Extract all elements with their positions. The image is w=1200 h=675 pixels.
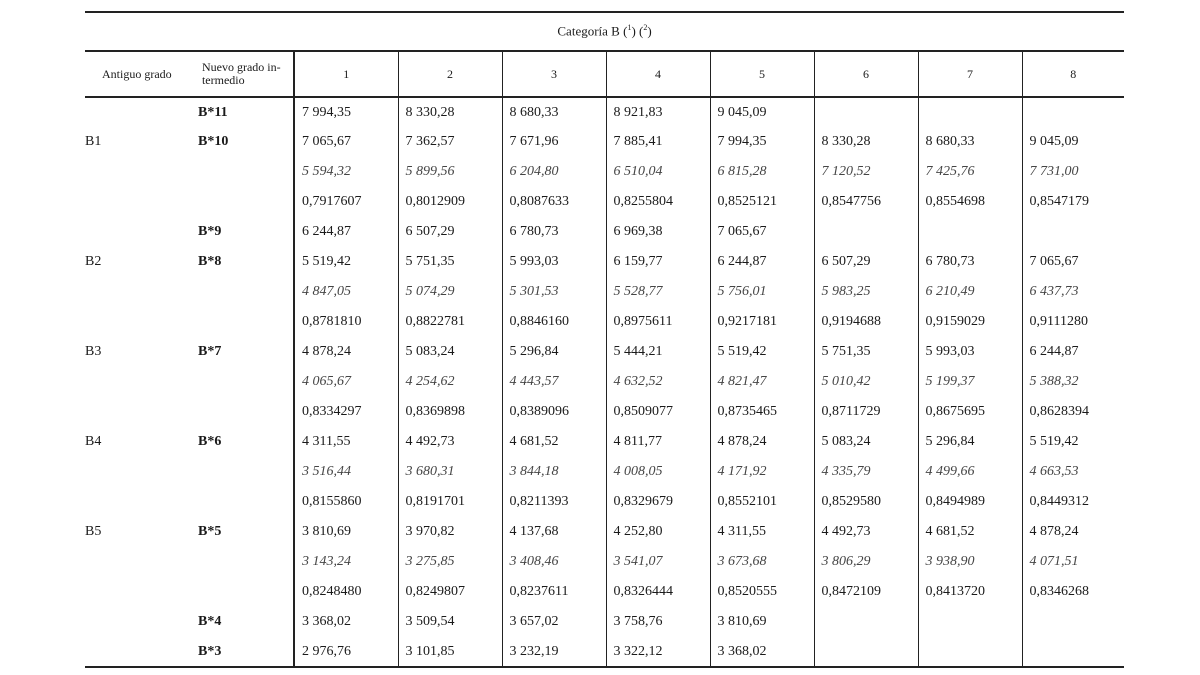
value-cell: 0,8329679 [606, 487, 710, 517]
value-cell: 3 408,46 [502, 547, 606, 577]
value-cell: 3 101,85 [398, 637, 502, 667]
value-cell: 7 731,00 [1022, 157, 1124, 187]
value-cell: 0,8552101 [710, 487, 814, 517]
value-cell: 4 137,68 [502, 517, 606, 547]
value-cell: 0,8822781 [398, 307, 502, 337]
value-cell: 9 045,09 [1022, 127, 1124, 157]
value-cell: 6 510,04 [606, 157, 710, 187]
header-new-grade: Nuevo grado in-termedio [201, 60, 281, 87]
value-cell: 8 921,83 [606, 97, 710, 127]
value-cell [814, 607, 918, 637]
value-cell: 0,8012909 [398, 187, 502, 217]
value-cell: 8 330,28 [398, 97, 502, 127]
header-step-4: 4 [606, 51, 710, 97]
value-cell: 0,8249807 [398, 577, 502, 607]
value-cell: 4 878,24 [710, 427, 814, 457]
value-cell: 6 969,38 [606, 217, 710, 247]
value-cell: 0,8211393 [502, 487, 606, 517]
value-cell: 5 993,03 [918, 337, 1022, 367]
header-step-8: 8 [1022, 51, 1124, 97]
value-cell: 3 758,76 [606, 607, 710, 637]
value-cell: 7 362,57 [398, 127, 502, 157]
table-row [85, 607, 1124, 637]
value-cell: 7 885,41 [606, 127, 710, 157]
value-cell: 3 541,07 [606, 547, 710, 577]
table-row [85, 337, 1124, 367]
value-cell: 4 847,05 [294, 277, 398, 307]
value-cell: 3 322,12 [606, 637, 710, 667]
header-old-grade: Antiguo grado [102, 66, 172, 81]
value-cell: 0,8334297 [294, 397, 398, 427]
value-cell: 0,8554698 [918, 187, 1022, 217]
value-cell: 6 210,49 [918, 277, 1022, 307]
value-cell: 0,8389096 [502, 397, 606, 427]
value-cell: 0,8449312 [1022, 487, 1124, 517]
value-cell: 0,8155860 [294, 487, 398, 517]
header-step-3: 3 [502, 51, 606, 97]
salary-table [85, 11, 1124, 668]
value-cell: 5 519,42 [710, 337, 814, 367]
table-row [85, 157, 1124, 187]
value-cell: 0,8525121 [710, 187, 814, 217]
grade-cell [85, 307, 294, 337]
value-cell: 0,9217181 [710, 307, 814, 337]
value-cell: 3 657,02 [502, 607, 606, 637]
value-cell: 4 878,24 [294, 337, 398, 367]
header-step-1: 1 [294, 51, 398, 97]
value-cell: 0,8846160 [502, 307, 606, 337]
new-grade: B*9 [198, 224, 222, 239]
value-cell: 0,8255804 [606, 187, 710, 217]
new-grade: B*6 [198, 434, 222, 449]
value-cell: 3 143,24 [294, 547, 398, 577]
table-row [85, 277, 1124, 307]
value-cell [918, 607, 1022, 637]
value-cell [814, 637, 918, 667]
table-row [85, 307, 1124, 337]
old-grade: B1 [85, 134, 102, 149]
value-cell: 0,9111280 [1022, 307, 1124, 337]
new-grade: B*5 [198, 524, 222, 539]
new-grade: B*7 [198, 344, 222, 359]
value-cell: 5 074,29 [398, 277, 502, 307]
value-cell: 0,8711729 [814, 397, 918, 427]
value-cell: 5 594,32 [294, 157, 398, 187]
value-cell: 0,8237611 [502, 577, 606, 607]
value-cell: 7 120,52 [814, 157, 918, 187]
grade-cell [85, 517, 294, 547]
old-grade: B3 [85, 344, 102, 359]
table-row [85, 517, 1124, 547]
value-cell: 4 632,52 [606, 367, 710, 397]
header-step-7: 7 [918, 51, 1022, 97]
value-cell: 5 296,84 [502, 337, 606, 367]
value-cell: 0,8494989 [918, 487, 1022, 517]
value-cell: 0,8509077 [606, 397, 710, 427]
value-cell: 3 275,85 [398, 547, 502, 577]
grade-cell [85, 487, 294, 517]
grade-cell [85, 247, 294, 277]
value-cell: 0,8369898 [398, 397, 502, 427]
value-cell [918, 97, 1022, 127]
value-cell: 5 010,42 [814, 367, 918, 397]
table-row [85, 187, 1124, 217]
value-cell: 5 899,56 [398, 157, 502, 187]
value-cell: 3 810,69 [710, 607, 814, 637]
value-cell: 4 252,80 [606, 517, 710, 547]
value-cell: 8 330,28 [814, 127, 918, 157]
value-cell [1022, 97, 1124, 127]
grade-cell [85, 277, 294, 307]
value-cell: 4 492,73 [814, 517, 918, 547]
value-cell: 4 492,73 [398, 427, 502, 457]
value-cell: 5 296,84 [918, 427, 1022, 457]
value-cell: 4 681,52 [502, 427, 606, 457]
value-cell: 0,8547756 [814, 187, 918, 217]
value-cell: 0,7917607 [294, 187, 398, 217]
table-row [85, 397, 1124, 427]
value-cell [1022, 607, 1124, 637]
value-cell: 0,8472109 [814, 577, 918, 607]
value-cell: 3 680,31 [398, 457, 502, 487]
new-grade: B*3 [198, 643, 222, 659]
value-cell: 4 008,05 [606, 457, 710, 487]
value-cell: 6 437,73 [1022, 277, 1124, 307]
table-row [85, 367, 1124, 397]
table-row [85, 427, 1124, 457]
old-grade: B4 [85, 434, 102, 449]
grade-cell [85, 607, 294, 637]
header-grades-cell [85, 51, 294, 97]
value-cell: 7 065,67 [710, 217, 814, 247]
value-cell: 5 993,03 [502, 247, 606, 277]
value-cell: 3 368,02 [710, 637, 814, 667]
value-cell: 3 509,54 [398, 607, 502, 637]
value-cell: 4 311,55 [710, 517, 814, 547]
value-cell: 4 443,57 [502, 367, 606, 397]
value-cell: 3 232,19 [502, 637, 606, 667]
value-cell: 6 244,87 [1022, 337, 1124, 367]
header-step-5: 5 [710, 51, 814, 97]
value-cell: 0,8628394 [1022, 397, 1124, 427]
value-cell [1022, 637, 1124, 667]
footnote-ref-2: 2 [643, 23, 648, 33]
value-cell: 4 335,79 [814, 457, 918, 487]
value-cell: 3 810,69 [294, 517, 398, 547]
value-cell: 6 244,87 [294, 217, 398, 247]
value-cell: 4 254,62 [398, 367, 502, 397]
grade-cell [85, 427, 294, 457]
value-cell: 0,8547179 [1022, 187, 1124, 217]
grade-cell [85, 367, 294, 397]
value-cell: 4 878,24 [1022, 517, 1124, 547]
value-cell: 4 821,47 [710, 367, 814, 397]
value-cell: 7 065,67 [1022, 247, 1124, 277]
value-cell: 0,8191701 [398, 487, 502, 517]
value-cell: 5 083,24 [398, 337, 502, 367]
value-cell: 0,8735465 [710, 397, 814, 427]
value-cell: 4 499,66 [918, 457, 1022, 487]
value-cell: 0,9159029 [918, 307, 1022, 337]
value-cell: 0,8520555 [710, 577, 814, 607]
value-cell: 0,8087633 [502, 187, 606, 217]
value-cell: 6 780,73 [502, 217, 606, 247]
grade-cell [85, 577, 294, 607]
value-cell: 7 671,96 [502, 127, 606, 157]
value-cell: 3 516,44 [294, 457, 398, 487]
value-cell: 5 083,24 [814, 427, 918, 457]
header-step-2: 2 [398, 51, 502, 97]
value-cell [918, 637, 1022, 667]
new-grade: B*4 [198, 614, 222, 629]
value-cell [918, 217, 1022, 247]
value-cell [814, 217, 918, 247]
table-row [85, 97, 1124, 127]
value-cell: 6 507,29 [814, 247, 918, 277]
value-cell: 5 388,32 [1022, 367, 1124, 397]
value-cell: 4 811,77 [606, 427, 710, 457]
value-cell: 3 368,02 [294, 607, 398, 637]
value-cell: 9 045,09 [710, 97, 814, 127]
value-cell: 6 159,77 [606, 247, 710, 277]
value-cell: 0,8975611 [606, 307, 710, 337]
value-cell: 0,9194688 [814, 307, 918, 337]
grade-cell [85, 127, 294, 157]
value-cell: 5 983,25 [814, 277, 918, 307]
value-cell: 6 780,73 [918, 247, 1022, 277]
value-cell: 4 663,53 [1022, 457, 1124, 487]
table-row [85, 547, 1124, 577]
table-row [85, 637, 1124, 667]
table-row [85, 127, 1124, 157]
value-cell: 3 844,18 [502, 457, 606, 487]
value-cell: 6 244,87 [710, 247, 814, 277]
header-step-6: 6 [814, 51, 918, 97]
value-cell: 5 751,35 [814, 337, 918, 367]
grade-cell [85, 187, 294, 217]
footnote-ref-1: 1 [627, 23, 632, 33]
title-text: Categoría B [557, 23, 620, 39]
value-cell: 5 301,53 [502, 277, 606, 307]
new-grade: B*10 [198, 134, 229, 149]
value-cell: 5 528,77 [606, 277, 710, 307]
value-cell: 7 994,35 [294, 97, 398, 127]
value-cell: 5 756,01 [710, 277, 814, 307]
table-row [85, 577, 1124, 607]
new-grade: B*8 [198, 254, 222, 269]
grade-cell [85, 337, 294, 367]
value-cell: 7 994,35 [710, 127, 814, 157]
value-cell: 0,8326444 [606, 577, 710, 607]
value-cell: 4 681,52 [918, 517, 1022, 547]
value-cell: 3 673,68 [710, 547, 814, 577]
old-grade: B2 [85, 254, 102, 269]
value-cell: 4 065,67 [294, 367, 398, 397]
value-cell: 3 806,29 [814, 547, 918, 577]
grade-cell [85, 217, 294, 247]
value-cell: 5 444,21 [606, 337, 710, 367]
grade-cell [85, 457, 294, 487]
table-row [85, 247, 1124, 277]
table-row [85, 217, 1124, 247]
value-cell: 5 199,37 [918, 367, 1022, 397]
value-cell: 5 519,42 [1022, 427, 1124, 457]
value-cell: 4 071,51 [1022, 547, 1124, 577]
value-cell: 7 425,76 [918, 157, 1022, 187]
grade-cell [85, 547, 294, 577]
value-cell: 0,8346268 [1022, 577, 1124, 607]
value-cell: 8 680,33 [918, 127, 1022, 157]
grade-cell [85, 97, 294, 127]
value-cell: 4 171,92 [710, 457, 814, 487]
value-cell: 0,8413720 [918, 577, 1022, 607]
value-cell [814, 97, 918, 127]
table-row [85, 487, 1124, 517]
value-cell: 2 976,76 [294, 637, 398, 667]
value-cell: 0,8248480 [294, 577, 398, 607]
value-cell: 0,8675695 [918, 397, 1022, 427]
value-cell: 6 507,29 [398, 217, 502, 247]
value-cell: 8 680,33 [502, 97, 606, 127]
value-cell: 3 970,82 [398, 517, 502, 547]
value-cell: 6 204,80 [502, 157, 606, 187]
grade-cell [85, 637, 294, 667]
old-grade: B5 [85, 524, 102, 539]
table-title: Categoría B ($^1$) ($^2$) [85, 12, 1124, 51]
table-row [85, 457, 1124, 487]
grade-cell [85, 397, 294, 427]
value-cell: 0,8781810 [294, 307, 398, 337]
value-cell [1022, 217, 1124, 247]
value-cell: 7 065,67 [294, 127, 398, 157]
value-cell: 6 815,28 [710, 157, 814, 187]
new-grade: B*11 [198, 104, 228, 120]
value-cell: 5 751,35 [398, 247, 502, 277]
grade-cell [85, 157, 294, 187]
value-cell: 4 311,55 [294, 427, 398, 457]
value-cell: 0,8529580 [814, 487, 918, 517]
value-cell: 3 938,90 [918, 547, 1022, 577]
value-cell: 5 519,42 [294, 247, 398, 277]
